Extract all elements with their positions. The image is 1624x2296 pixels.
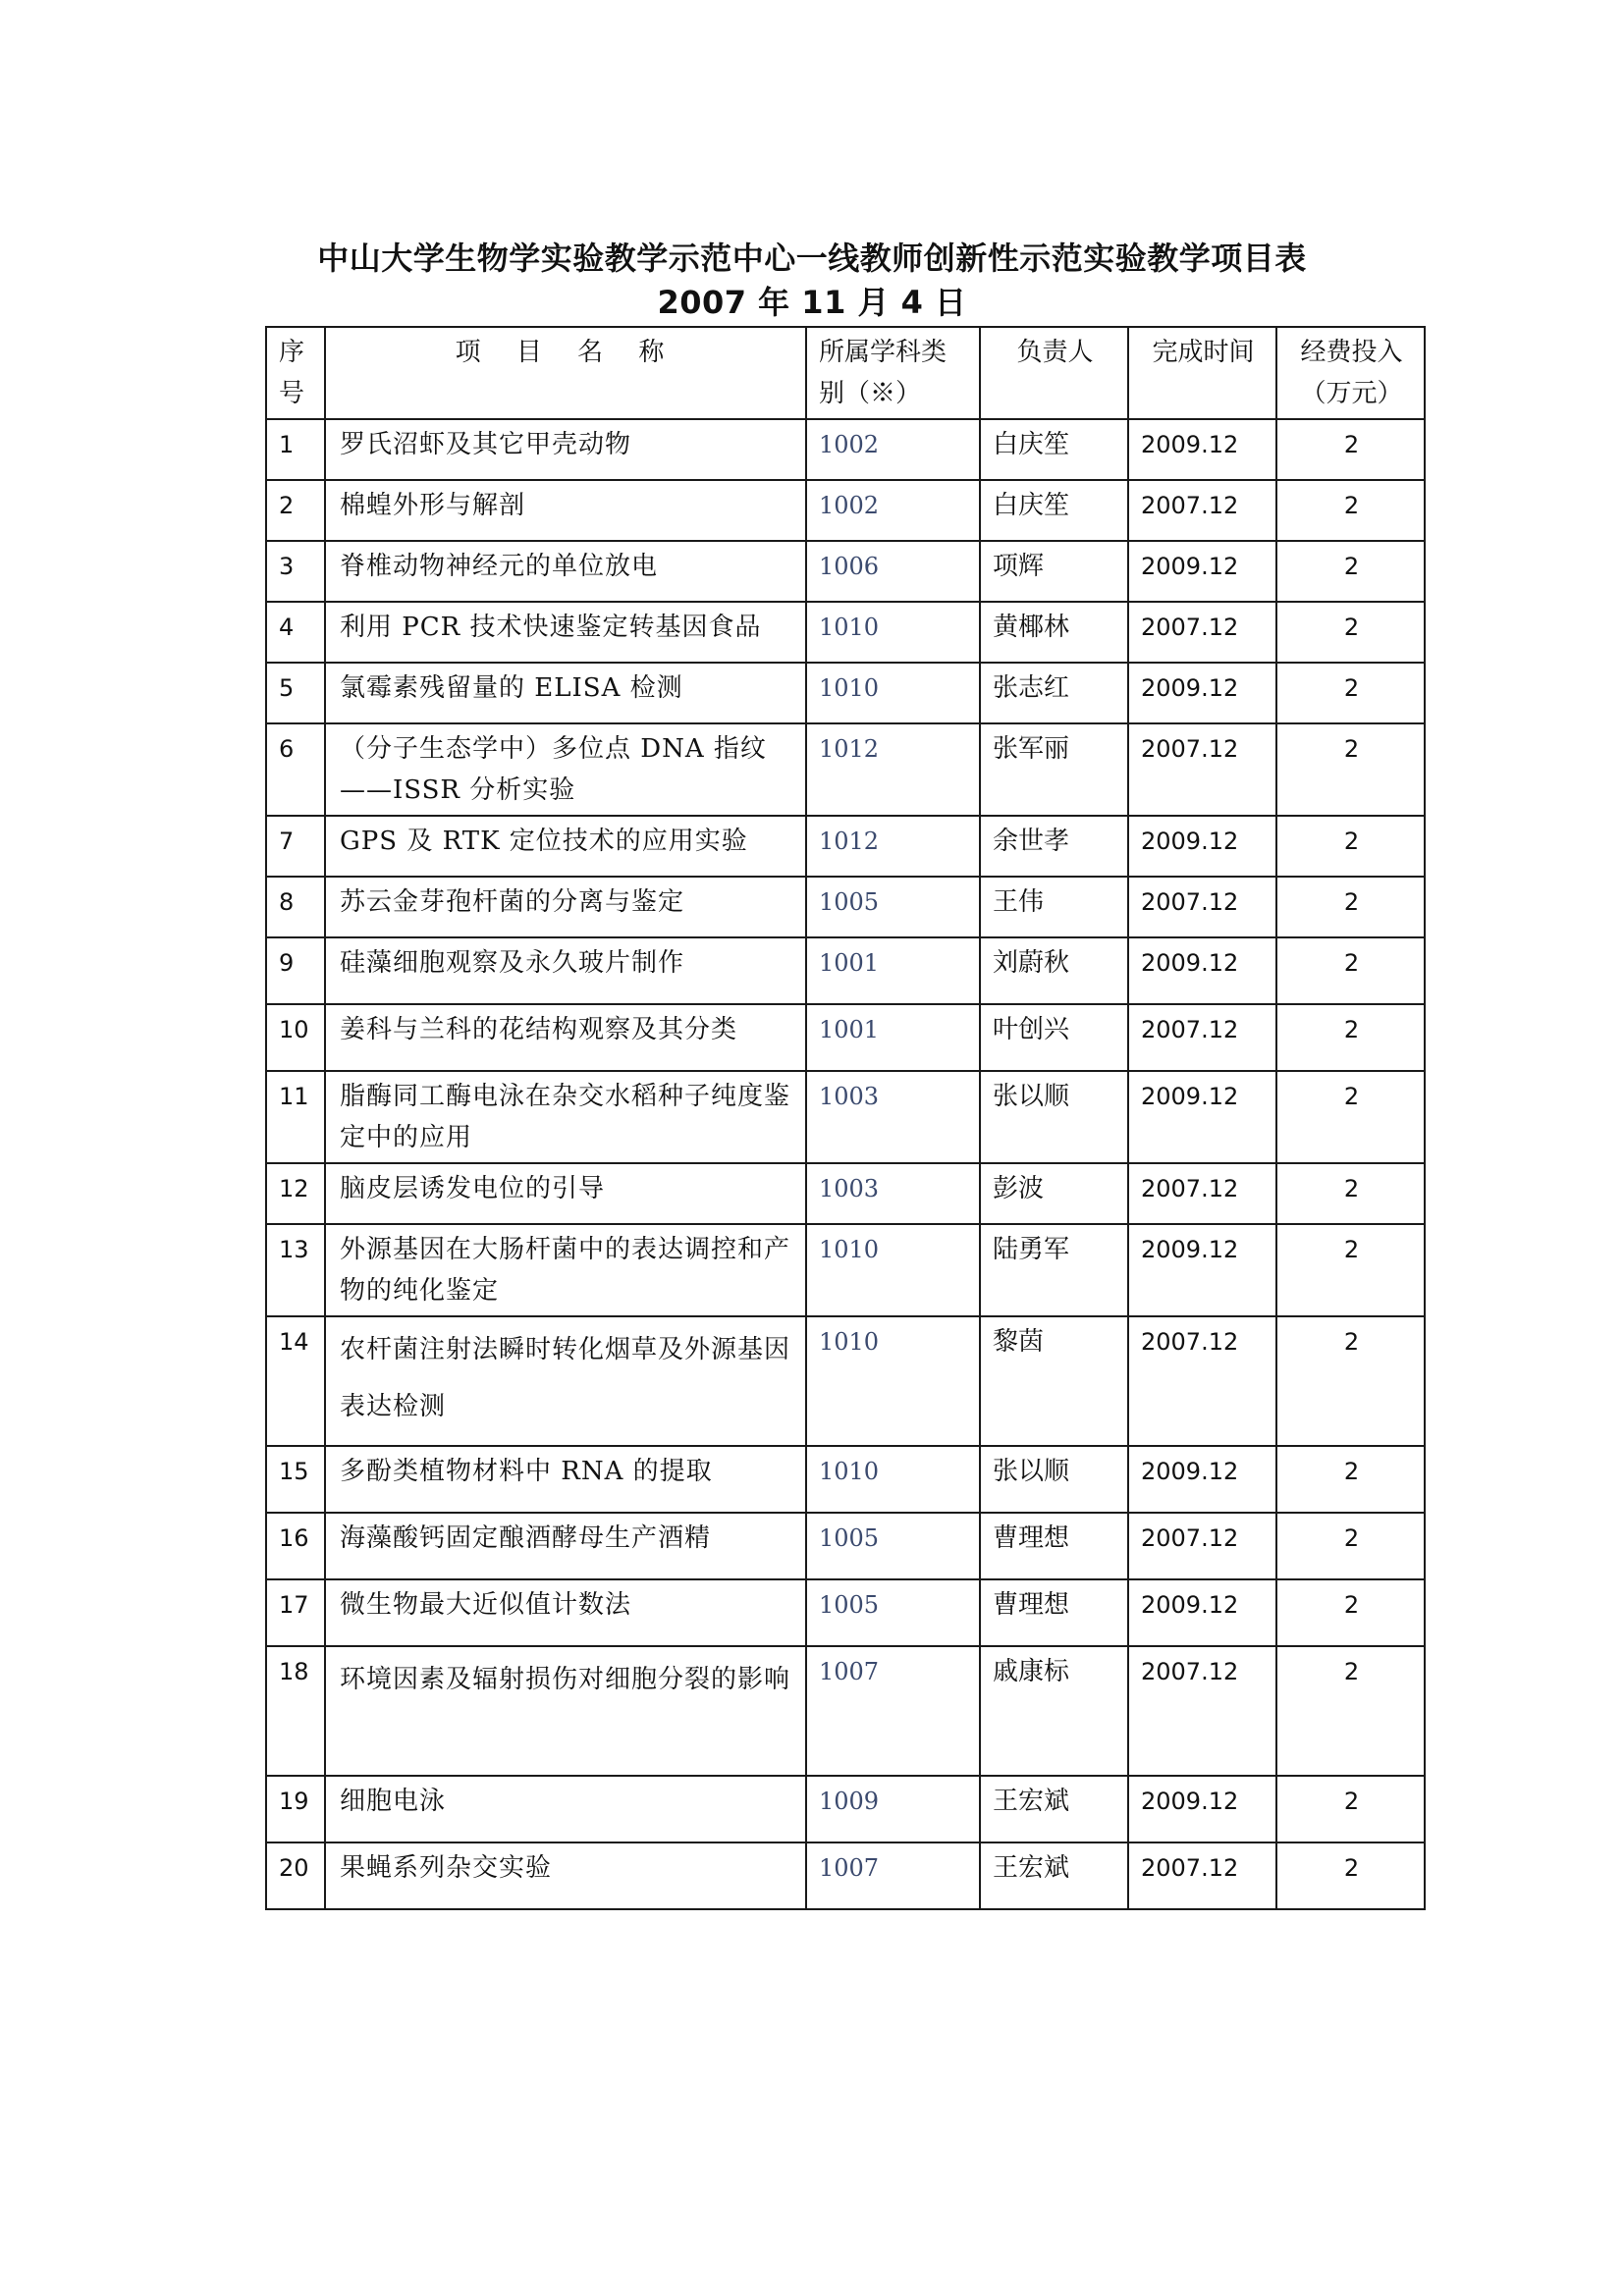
row-category-code: 1010 bbox=[806, 663, 980, 723]
row-category-code: 1002 bbox=[806, 419, 980, 480]
header-name: 项 目 名 称 bbox=[325, 327, 806, 419]
row-finish-date: 2009.12 bbox=[1128, 1776, 1276, 1842]
row-project-name: 罗氏沼虾及其它甲壳动物 bbox=[325, 419, 806, 480]
row-owner: 戚康标 bbox=[980, 1646, 1128, 1776]
row-funding: 2 bbox=[1276, 723, 1425, 816]
row-funding: 2 bbox=[1276, 480, 1425, 541]
row-category-code: 1010 bbox=[806, 1446, 980, 1513]
row-no: 15 bbox=[266, 1446, 325, 1513]
row-no: 20 bbox=[266, 1842, 325, 1909]
row-project-name: （分子生态学中）多位点 DNA 指纹——ISSR 分析实验 bbox=[325, 723, 806, 816]
row-no: 17 bbox=[266, 1579, 325, 1646]
table-row bbox=[266, 419, 1425, 480]
row-category-code: 1010 bbox=[806, 602, 980, 663]
row-finish-date: 2009.12 bbox=[1128, 816, 1276, 877]
header-no: 序号 bbox=[266, 327, 325, 419]
row-finish-date: 2007.12 bbox=[1128, 1513, 1276, 1579]
row-no: 7 bbox=[266, 816, 325, 877]
row-no: 9 bbox=[266, 937, 325, 1004]
row-category-code: 1002 bbox=[806, 480, 980, 541]
row-finish-date: 2007.12 bbox=[1128, 1646, 1276, 1776]
row-finish-date: 2007.12 bbox=[1128, 877, 1276, 937]
row-funding: 2 bbox=[1276, 1316, 1425, 1446]
row-project-name: 农杆菌注射法瞬时转化烟草及外源基因表达检测 bbox=[325, 1316, 806, 1446]
row-no: 10 bbox=[266, 1004, 325, 1071]
row-category-code: 1006 bbox=[806, 541, 980, 602]
table-row bbox=[266, 1163, 1425, 1224]
row-project-name: 多酚类植物材料中 RNA 的提取 bbox=[325, 1446, 806, 1513]
table-row bbox=[266, 663, 1425, 723]
row-no: 4 bbox=[266, 602, 325, 663]
row-finish-date: 2009.12 bbox=[1128, 937, 1276, 1004]
row-project-name: 微生物最大近似值计数法 bbox=[325, 1579, 806, 1646]
row-funding: 2 bbox=[1276, 541, 1425, 602]
row-category-code: 1005 bbox=[806, 1513, 980, 1579]
row-owner: 刘蔚秋 bbox=[980, 937, 1128, 1004]
row-project-name: 果蝇系列杂交实验 bbox=[325, 1842, 806, 1909]
row-funding: 2 bbox=[1276, 1513, 1425, 1579]
row-funding: 2 bbox=[1276, 602, 1425, 663]
row-finish-date: 2009.12 bbox=[1128, 1446, 1276, 1513]
row-no: 2 bbox=[266, 480, 325, 541]
row-finish-date: 2009.12 bbox=[1128, 1579, 1276, 1646]
row-finish-date: 2007.12 bbox=[1128, 723, 1276, 816]
row-owner: 白庆笙 bbox=[980, 419, 1128, 480]
row-owner: 陆勇军 bbox=[980, 1224, 1128, 1316]
row-owner: 张以顺 bbox=[980, 1071, 1128, 1163]
row-owner: 项辉 bbox=[980, 541, 1128, 602]
table-row bbox=[266, 480, 1425, 541]
row-project-name: 利用 PCR 技术快速鉴定转基因食品 bbox=[325, 602, 806, 663]
row-category-code: 1012 bbox=[806, 723, 980, 816]
row-funding: 2 bbox=[1276, 1842, 1425, 1909]
row-funding: 2 bbox=[1276, 1446, 1425, 1513]
table-row bbox=[266, 1776, 1425, 1842]
table-row bbox=[266, 816, 1425, 877]
header-funding: 经费投入（万元） bbox=[1276, 327, 1425, 419]
row-no: 1 bbox=[266, 419, 325, 480]
table-row bbox=[266, 1316, 1425, 1446]
row-category-code: 1001 bbox=[806, 1004, 980, 1071]
row-category-code: 1005 bbox=[806, 877, 980, 937]
row-funding: 2 bbox=[1276, 1163, 1425, 1224]
row-no: 11 bbox=[266, 1071, 325, 1163]
row-category-code: 1007 bbox=[806, 1646, 980, 1776]
row-category-code: 1001 bbox=[806, 937, 980, 1004]
row-finish-date: 2009.12 bbox=[1128, 1071, 1276, 1163]
row-funding: 2 bbox=[1276, 1071, 1425, 1163]
row-funding: 2 bbox=[1276, 937, 1425, 1004]
row-owner: 张以顺 bbox=[980, 1446, 1128, 1513]
row-owner: 王宏斌 bbox=[980, 1776, 1128, 1842]
row-category-code: 1010 bbox=[806, 1224, 980, 1316]
row-category-code: 1010 bbox=[806, 1316, 980, 1446]
row-project-name: 脊椎动物神经元的单位放电 bbox=[325, 541, 806, 602]
row-funding: 2 bbox=[1276, 663, 1425, 723]
row-no: 18 bbox=[266, 1646, 325, 1776]
table-row bbox=[266, 877, 1425, 937]
table-row bbox=[266, 1446, 1425, 1513]
row-finish-date: 2009.12 bbox=[1128, 663, 1276, 723]
page-date: 2007 年 11 月 4 日 bbox=[657, 284, 967, 321]
row-finish-date: 2007.12 bbox=[1128, 1842, 1276, 1909]
row-project-name: 海藻酸钙固定酿酒酵母生产酒精 bbox=[325, 1513, 806, 1579]
row-finish-date: 2009.12 bbox=[1128, 541, 1276, 602]
row-category-code: 1009 bbox=[806, 1776, 980, 1842]
row-category-code: 1007 bbox=[806, 1842, 980, 1909]
row-finish-date: 2007.12 bbox=[1128, 602, 1276, 663]
row-no: 8 bbox=[266, 877, 325, 937]
project-table bbox=[265, 326, 1426, 1910]
row-project-name: 苏云金芽孢杆菌的分离与鉴定 bbox=[325, 877, 806, 937]
row-no: 6 bbox=[266, 723, 325, 816]
row-owner: 王伟 bbox=[980, 877, 1128, 937]
row-no: 14 bbox=[266, 1316, 325, 1446]
row-category-code: 1005 bbox=[806, 1579, 980, 1646]
header-finish: 完成时间 bbox=[1128, 327, 1276, 419]
row-owner: 张军丽 bbox=[980, 723, 1128, 816]
row-owner: 余世孝 bbox=[980, 816, 1128, 877]
row-project-name: 脑皮层诱发电位的引导 bbox=[325, 1163, 806, 1224]
row-project-name: 棉蝗外形与解剖 bbox=[325, 480, 806, 541]
row-project-name: 硅藻细胞观察及永久玻片制作 bbox=[325, 937, 806, 1004]
row-finish-date: 2009.12 bbox=[1128, 419, 1276, 480]
row-project-name: 姜科与兰科的花结构观察及其分类 bbox=[325, 1004, 806, 1071]
row-owner: 白庆笙 bbox=[980, 480, 1128, 541]
row-funding: 2 bbox=[1276, 877, 1425, 937]
row-funding: 2 bbox=[1276, 419, 1425, 480]
row-finish-date: 2007.12 bbox=[1128, 480, 1276, 541]
header-category: 所属学科类别（※） bbox=[806, 327, 980, 419]
row-owner: 曹理想 bbox=[980, 1579, 1128, 1646]
row-finish-date: 2007.12 bbox=[1128, 1004, 1276, 1071]
row-project-name: 氯霉素残留量的 ELISA 检测 bbox=[325, 663, 806, 723]
table-row bbox=[266, 1842, 1425, 1909]
header-row bbox=[266, 327, 1425, 419]
table-row bbox=[266, 541, 1425, 602]
table-row bbox=[266, 1071, 1425, 1163]
row-project-name: 脂酶同工酶电泳在杂交水稻种子纯度鉴定中的应用 bbox=[325, 1071, 806, 1163]
row-no: 19 bbox=[266, 1776, 325, 1842]
row-no: 12 bbox=[266, 1163, 325, 1224]
row-finish-date: 2009.12 bbox=[1128, 1224, 1276, 1316]
row-project-name: 细胞电泳 bbox=[325, 1776, 806, 1842]
row-no: 3 bbox=[266, 541, 325, 602]
row-funding: 2 bbox=[1276, 816, 1425, 877]
row-project-name: 环境因素及辐射损伤对细胞分裂的影响 bbox=[325, 1646, 806, 1776]
row-category-code: 1012 bbox=[806, 816, 980, 877]
row-owner: 王宏斌 bbox=[980, 1842, 1128, 1909]
table-row bbox=[266, 602, 1425, 663]
row-finish-date: 2007.12 bbox=[1128, 1163, 1276, 1224]
table-row bbox=[266, 723, 1425, 816]
header-owner: 负责人 bbox=[980, 327, 1128, 419]
row-no: 16 bbox=[266, 1513, 325, 1579]
row-owner: 黄椰林 bbox=[980, 602, 1128, 663]
row-project-name: GPS 及 RTK 定位技术的应用实验 bbox=[325, 816, 806, 877]
row-funding: 2 bbox=[1276, 1579, 1425, 1646]
row-owner: 曹理想 bbox=[980, 1513, 1128, 1579]
table-row bbox=[266, 937, 1425, 1004]
row-category-code: 1003 bbox=[806, 1071, 980, 1163]
row-owner: 彭波 bbox=[980, 1163, 1128, 1224]
row-category-code: 1003 bbox=[806, 1163, 980, 1224]
table-row bbox=[266, 1224, 1425, 1316]
table-row bbox=[266, 1579, 1425, 1646]
table-row bbox=[266, 1513, 1425, 1579]
row-funding: 2 bbox=[1276, 1004, 1425, 1071]
row-no: 13 bbox=[266, 1224, 325, 1316]
table-row bbox=[266, 1004, 1425, 1071]
page-title: 中山大学生物学实验教学示范中心一线教师创新性示范实验教学项目表 bbox=[317, 240, 1307, 277]
row-owner: 黎茵 bbox=[980, 1316, 1128, 1446]
row-finish-date: 2007.12 bbox=[1128, 1316, 1276, 1446]
row-owner: 叶创兴 bbox=[980, 1004, 1128, 1071]
row-project-name: 外源基因在大肠杆菌中的表达调控和产物的纯化鉴定 bbox=[325, 1224, 806, 1316]
row-funding: 2 bbox=[1276, 1224, 1425, 1316]
table-row bbox=[266, 1646, 1425, 1776]
row-funding: 2 bbox=[1276, 1776, 1425, 1842]
row-owner: 张志红 bbox=[980, 663, 1128, 723]
row-no: 5 bbox=[266, 663, 325, 723]
row-funding: 2 bbox=[1276, 1646, 1425, 1776]
